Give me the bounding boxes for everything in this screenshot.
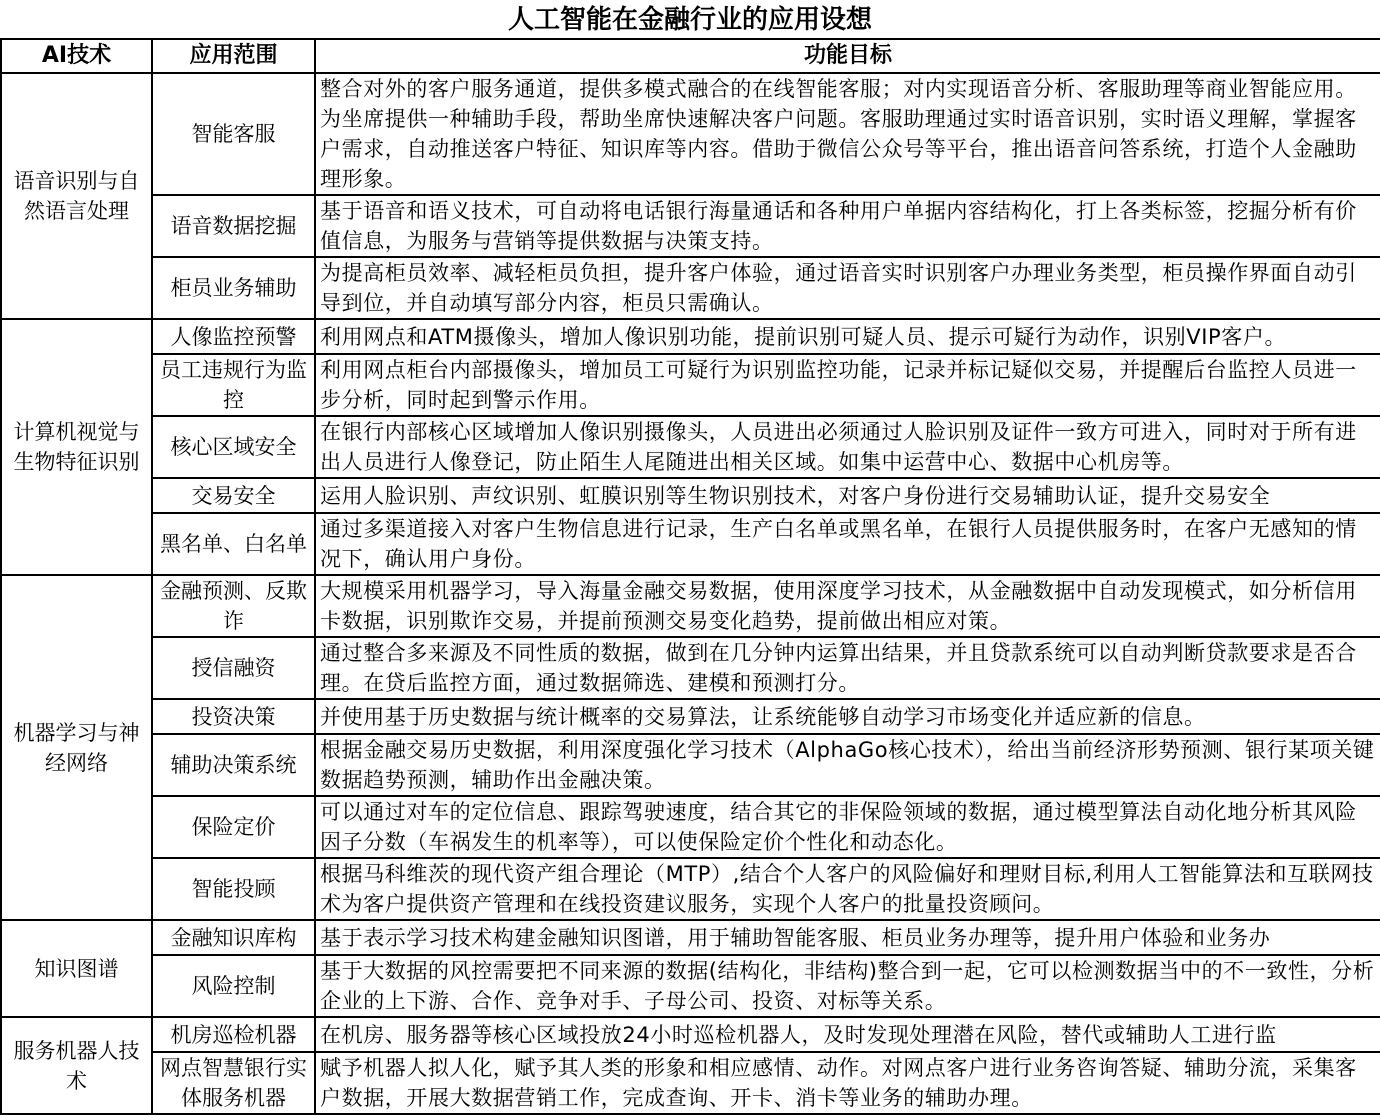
table-row <box>1 858 1380 920</box>
table-title: 人工智能在金融行业的应用设想 <box>507 5 872 35</box>
category-cell: 计算机视觉与生物特征识别 <box>1 319 152 575</box>
goal-cell: 基于大数据的风控需要把不同来源的数据(结构化，非结构)整合到一起，它可以检测数据当中的不一致性，分析企业的上下游、合作、竞争对手、子母公司、投资、对标等关系。 <box>315 955 1380 1017</box>
header-goal: 功能目标 <box>315 39 1380 73</box>
table-row <box>1 796 1380 858</box>
goal-cell: 根据金融交易历史数据，利用深度强化学习技术（AlphaGo核心技术），给出当前经济形势预测、银行某项关键数据趋势预测，辅助作出金融决策。 <box>315 734 1380 796</box>
goal-cell: 通过多渠道接入对客户生物信息进行记录，生产白名单或黑名单，在银行人员提供服务时，在客户无感知的情况下，确认用户身份。 <box>315 513 1380 575</box>
scope-cell: 机房巡检机器 <box>152 1017 315 1052</box>
scope-cell: 柜员业务辅助 <box>152 257 315 319</box>
scope-cell: 智能投顾 <box>152 858 315 920</box>
scope-cell: 风险控制 <box>152 955 315 1017</box>
scope-cell: 投资决策 <box>152 699 315 734</box>
header-tech: AI技术 <box>1 39 152 73</box>
table-row <box>1 955 1380 1017</box>
scope-cell: 授信融资 <box>152 637 315 699</box>
table-row <box>1 575 1380 637</box>
table-row <box>1 734 1380 796</box>
scope-cell: 金融预测、反欺诈 <box>152 575 315 637</box>
goal-cell: 根据马科维茨的现代资产组合理论（MTP）,结合个人客户的风险偏好和理财目标,利用人工智能算法和互联网技术为客户提供资产管理和在线投资建议服务，实现个人客户的批量投资顾问。 <box>315 858 1380 920</box>
scope-cell: 人像监控预警 <box>152 319 315 354</box>
goal-cell: 运用人脸识别、声纹识别、虹膜识别等生物识别技术，对客户身份进行交易辅助认证，提升交易安全 <box>315 478 1380 513</box>
header-scope: 应用范围 <box>152 39 315 73</box>
scope-cell: 网点智慧银行实体服务机器 <box>152 1052 315 1114</box>
scope-cell: 语音数据挖掘 <box>152 195 315 257</box>
goal-cell: 并使用基于历史数据与统计概率的交易算法，让系统能够自动学习市场变化并适应新的信息。 <box>315 699 1380 734</box>
category-cell: 知识图谱 <box>1 920 152 1017</box>
table-row <box>1 478 1380 513</box>
scope-cell: 黑名单、白名单 <box>152 513 315 575</box>
table-row <box>1 354 1380 416</box>
scope-cell: 员工违规行为监控 <box>152 354 315 416</box>
table-row <box>1 319 1380 354</box>
table-row <box>1 1052 1380 1114</box>
table-row <box>1 416 1380 478</box>
goal-cell: 通过整合多来源及不同性质的数据，做到在几分钟内运算出结果，并且贷款系统可以自动判断贷款要求是否合理。在贷后监控方面，通过数据筛选、建模和预测打分。 <box>315 637 1380 699</box>
scope-cell: 智能客服 <box>152 73 315 195</box>
table-row <box>1 637 1380 699</box>
goal-cell: 为提高柜员效率、减轻柜员负担，提升客户体验，通过语音实时识别客户办理业务类型，柜员操作界面自动引导到位，并自动填写部分内容，柜员只需确认。 <box>315 257 1380 319</box>
goal-cell: 在机房、服务器等核心区域投放24小时巡检机器人，及时发现处理潜在风险，替代或辅助人工进行监 <box>315 1017 1380 1052</box>
table-row <box>1 73 1380 195</box>
goal-cell: 基于语音和语义技术，可自动将电话银行海量通话和各种用户单据内容结构化，打上各类标签，挖掘分析有价值信息，为服务与营销等提供数据与决策支持。 <box>315 195 1380 257</box>
goal-cell: 整合对外的客户服务通道，提供多模式融合的在线智能客服；对内实现语音分析、客服助理等商业智能应用。为坐席提供一种辅助手段，帮助坐席快速解决客户问题。客服助理通过实时语音识别，实时语义理解，掌握客户需求，自动推送客户特征、知识库等内容。借助于微信公众号等平台，推出语音问答系统，打造个人金融助理形象。 <box>315 73 1380 195</box>
table-row <box>1 257 1380 319</box>
goal-cell: 赋予机器人拟人化，赋予其人类的形象和相应感情、动作。对网点客户进行业务咨询答疑、辅助分流，采集客户数据，开展大数据营销工作，完成查询、开卡、消卡等业务的辅助办理。 <box>315 1052 1380 1114</box>
table-row <box>1 195 1380 257</box>
table-row <box>1 513 1380 575</box>
table-row <box>1 920 1380 955</box>
header-row <box>1 39 1380 73</box>
scope-cell: 保险定价 <box>152 796 315 858</box>
table-row <box>1 699 1380 734</box>
category-cell: 服务机器人技术 <box>1 1017 152 1114</box>
goal-cell: 可以通过对车的定位信息、跟踪驾驶速度，结合其它的非保险领域的数据，通过模型算法自动化地分析其风险因子分数（车祸发生的机率等），可以使保险定价个性化和动态化。 <box>315 796 1380 858</box>
goal-cell: 利用网点和ATM摄像头，增加人像识别功能，提前识别可疑人员、提示可疑行为动作，识别VIP客户。 <box>315 319 1380 354</box>
scope-cell: 核心区域安全 <box>152 416 315 478</box>
scope-cell: 交易安全 <box>152 478 315 513</box>
ai-finance-table <box>0 38 1380 1115</box>
goal-cell: 利用网点柜台内部摄像头，增加员工可疑行为识别监控功能，记录并标记疑似交易，并提醒后台监控人员进一步分析，同时起到警示作用。 <box>315 354 1380 416</box>
scope-cell: 辅助决策系统 <box>152 734 315 796</box>
goal-cell: 基于表示学习技术构建金融知识图谱，用于辅助智能客服、柜员业务办理等，提升用户体验和业务办 <box>315 920 1380 955</box>
scope-cell: 金融知识库构 <box>152 920 315 955</box>
category-cell: 机器学习与神经网络 <box>1 575 152 920</box>
table-row <box>1 1017 1380 1052</box>
category-cell: 语音识别与自然语言处理 <box>1 73 152 319</box>
goal-cell: 大规模采用机器学习，导入海量金融交易数据，使用深度学习技术，从金融数据中自动发现模式，如分析信用卡数据，识别欺诈交易，并提前预测交易变化趋势，提前做出相应对策。 <box>315 575 1380 637</box>
goal-cell: 在银行内部核心区域增加人像识别摄像头，人员进出必须通过人脸识别及证件一致方可进入，同时对于所有进出人员进行人像登记，防止陌生人尾随进出相关区域。如集中运营中心、数据中心机房等。 <box>315 416 1380 478</box>
